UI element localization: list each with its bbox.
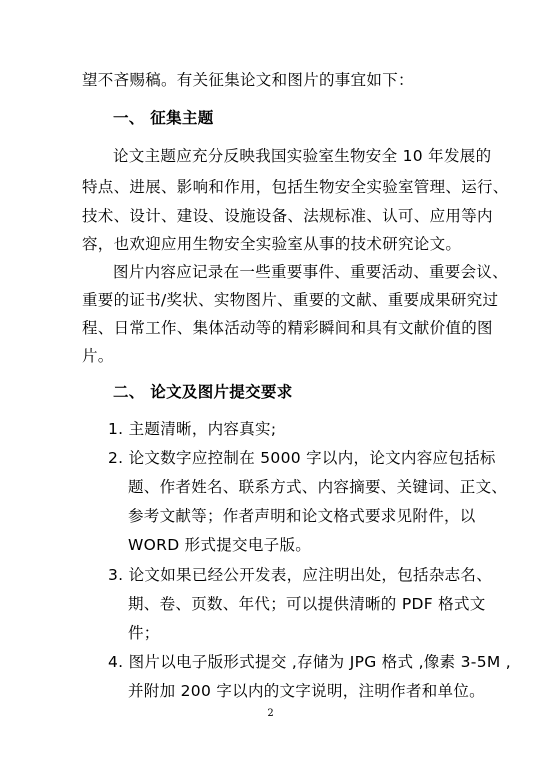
section-1-para-2-line-1: 图片内容应记录在一些重要事件、重要活动、重要会议、 bbox=[113, 263, 509, 281]
section-1-para-1-line-4: 容，也欢迎应用生物安全实验室从事的技术研究论文。 bbox=[82, 235, 462, 253]
section-1-heading: 一、 征集主题 bbox=[113, 109, 214, 127]
list-item-4-line-1: 4. 图片以电子版形式提交 ,存储为 JPG 格式 ,像素 3-5M , bbox=[108, 653, 511, 671]
list-item-2-line-1: 2. 论文数字应控制在 5000 字以内，论文内容应包括标 bbox=[108, 449, 496, 467]
list-item-3-line-3: 件； bbox=[128, 624, 160, 642]
intro-line: 望不吝赐稿。有关征集论文和图片的事宜如下： bbox=[82, 71, 414, 89]
section-1-para-2-line-4: 片。 bbox=[82, 347, 114, 365]
list-item-4-line-2: 并附加 200 字以内的文字说明，注明作者和单位。 bbox=[128, 682, 485, 700]
list-item-1-line-1: 1. 主题清晰，内容真实; bbox=[108, 420, 277, 438]
section-1-para-1-line-2: 特点、进展、影响和作用，包括生物安全实验室管理、运行、 bbox=[82, 178, 509, 196]
section-1-para-2-line-3: 程、日常工作、集体活动等的精彩瞬间和具有文献价值的图 bbox=[82, 319, 493, 337]
list-item-2-line-3: 参考文献等；作者声明和论文格式要求见附件，以 bbox=[128, 507, 476, 525]
section-1-para-1-line-3: 技术、设计、建设、设施设备、法规标准、认可、应用等内 bbox=[82, 207, 493, 225]
list-item-3-line-2: 期、卷、页数、年代；可以提供清晰的 PDF 格式文 bbox=[128, 595, 486, 613]
section-1-para-1-line-1: 论文主题应充分反映我国实验室生物安全 10 年发展的 bbox=[113, 147, 492, 165]
list-item-2-line-2: 题、作者姓名、联系方式、内容摘要、关键词、正文、 bbox=[128, 478, 508, 496]
page-number: 2 bbox=[267, 708, 274, 719]
section-1-para-2-line-2: 重要的证书/奖状、实物图片、重要的文献、重要成果研究过 bbox=[82, 291, 499, 309]
section-2-heading: 二、 论文及图片提交要求 bbox=[113, 383, 293, 401]
list-item-2-line-4: WORD 形式提交电子版。 bbox=[128, 536, 312, 554]
list-item-3-line-1: 3. 论文如果已经公开发表，应注明出处，包括杂志名、 bbox=[108, 566, 493, 584]
